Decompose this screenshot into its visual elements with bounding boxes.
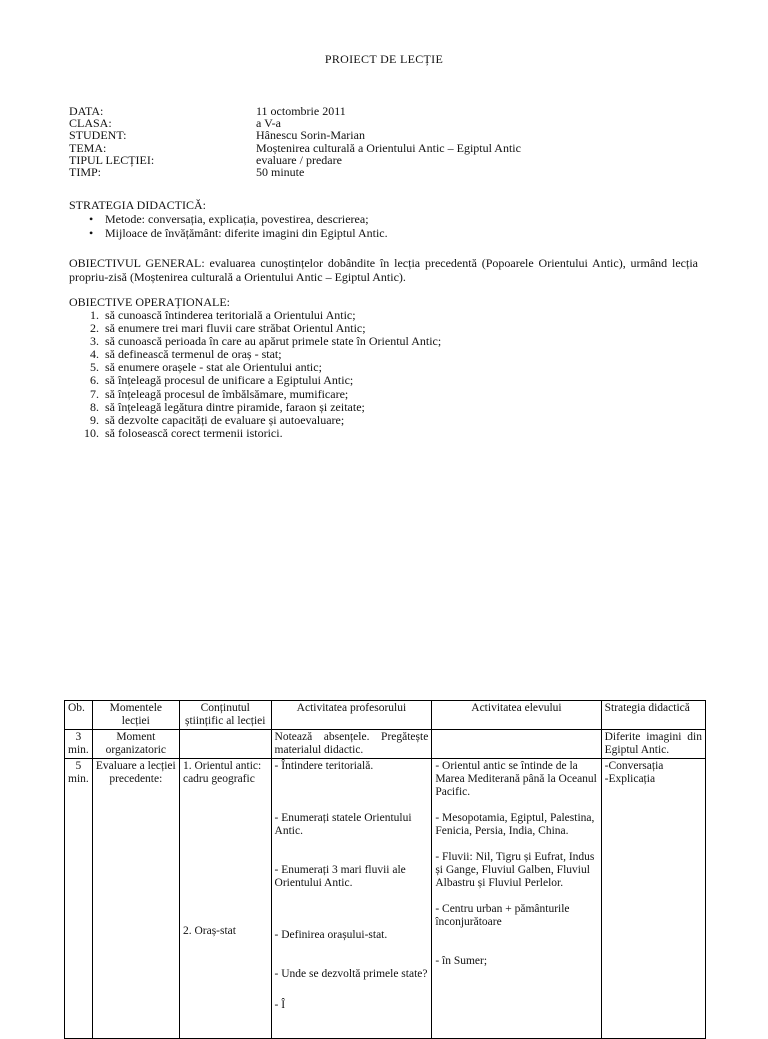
table-cell bbox=[179, 730, 271, 759]
info-value: 50 minute bbox=[256, 164, 305, 179]
list-item bbox=[69, 427, 709, 440]
table-row bbox=[65, 730, 706, 759]
item-number: 4. bbox=[90, 347, 99, 362]
spacer bbox=[435, 799, 597, 812]
list-item bbox=[69, 212, 709, 226]
spacer bbox=[435, 929, 597, 955]
content-topic: 1. Orientul antic: cadru geografic bbox=[182, 760, 262, 785]
item-number: 9. bbox=[90, 412, 99, 427]
item-text: să înțeleagă procesul de unificare a Egiptului Antic; bbox=[105, 373, 354, 388]
spacer bbox=[183, 786, 268, 925]
list-item bbox=[69, 226, 709, 240]
info-row bbox=[69, 166, 521, 178]
student-activity: - Orientul antic se întinde de la Marea Mediterană până la Oceanul Pacific. bbox=[435, 760, 597, 798]
teacher-activity: - Enumerați statele Orientului Antic. bbox=[274, 812, 412, 837]
teacher-activity: - Definirea orașului-stat. bbox=[274, 929, 388, 941]
info-label: TIMP: bbox=[69, 164, 102, 179]
info-value: Hânescu Sorin-Marian bbox=[256, 128, 365, 143]
table-cell bbox=[432, 759, 601, 1039]
student-activity: - în Sumer; bbox=[435, 955, 488, 967]
info-row bbox=[69, 129, 521, 141]
bullet-icon: • bbox=[89, 226, 94, 240]
strategy-heading: STRATEGIA DIDACTICĂ: bbox=[69, 198, 206, 212]
table-cell: Evaluare a lecției precedente: bbox=[92, 759, 179, 1039]
strategy-list bbox=[69, 212, 709, 240]
item-text: să înțeleagă legătura dintre piramide, faraon și zeitate; bbox=[105, 399, 365, 414]
objectives-list bbox=[69, 309, 709, 440]
header-cell: Strategia didactică bbox=[601, 701, 705, 730]
teacher-activity: - Întindere teritorială. bbox=[274, 760, 374, 772]
table-header-row bbox=[65, 701, 706, 730]
spacer bbox=[275, 890, 429, 929]
document-title: PROIECT DE LECȚIE bbox=[324, 52, 444, 66]
item-text: să dezvolte capacități de evaluare și autoevaluare; bbox=[105, 412, 345, 427]
info-label: TIPUL LECȚIEI: bbox=[69, 152, 155, 167]
header-cell: Activitatea profesorului bbox=[271, 701, 432, 730]
table-cell: 3 min. bbox=[65, 730, 93, 759]
item-text: să enumere trei mari fluvii care străbat Orientul Antic; bbox=[105, 321, 366, 336]
header-cell: Momentele lecției bbox=[92, 701, 179, 730]
header-cell: Ob. bbox=[65, 701, 93, 730]
spacer bbox=[275, 981, 429, 999]
info-value: a V-a bbox=[256, 116, 281, 131]
strategy-item: -Conversația bbox=[604, 760, 664, 772]
student-activity: - Mesopotamia, Egiptul, Palestina, Fenicia, Persia, India, China. bbox=[435, 812, 595, 837]
info-row bbox=[69, 142, 521, 154]
table-cell: Notează absențele. Pregătește materialul didactic. bbox=[271, 730, 432, 759]
item-text: să cunoască perioada în care au apărut primele state în Orientul Antic; bbox=[105, 334, 442, 349]
strategy-item-text: Mijloace de învățământ: diferite imagini din Egiptul Antic. bbox=[105, 226, 388, 240]
spacer bbox=[275, 773, 429, 812]
item-number: 10. bbox=[84, 425, 99, 440]
lesson-table bbox=[64, 700, 706, 1039]
header-cell: Conținutul științific al lecției bbox=[179, 701, 271, 730]
info-label: STUDENT: bbox=[69, 128, 127, 143]
general-objective: OBIECTIVUL GENERAL: evaluarea cunoștințelor dobândite în lecția precedentă (Popoarele Orientului Antic), urmând lecția propriu-zisă (Moștenirea culturală a Orientului Antic – Egiptul Antic). bbox=[69, 256, 698, 284]
operational-heading: OBIECTIVE OPERAȚIONALE: bbox=[69, 295, 230, 309]
operational-objectives bbox=[69, 295, 709, 440]
teaching-strategy bbox=[69, 198, 709, 240]
spacer bbox=[435, 890, 597, 903]
table-cell bbox=[432, 730, 601, 759]
spacer bbox=[275, 838, 429, 864]
student-activity: - Centru urban + pământurile înconjurătoare bbox=[435, 903, 570, 928]
table-cell: Moment organizatoric bbox=[92, 730, 179, 759]
item-number: 2. bbox=[90, 321, 99, 336]
header-cell: Activitatea elevului bbox=[432, 701, 601, 730]
item-text: să enumere orașele - stat ale Orientului antic; bbox=[105, 360, 322, 375]
table-cell bbox=[179, 759, 271, 1039]
item-text: să definească termenul de oraș - stat; bbox=[105, 347, 282, 362]
table-cell: 5 min. bbox=[65, 759, 93, 1039]
strategy-item: -Explicația bbox=[604, 773, 656, 785]
item-number: 7. bbox=[90, 386, 99, 401]
bullet-icon: • bbox=[89, 212, 94, 226]
spacer bbox=[435, 838, 597, 851]
info-value: Moștenirea culturală a Orientului Antic – Egiptul Antic bbox=[256, 140, 521, 155]
teacher-activity: - Enumerați 3 mari fluvii ale Orientului Antic. bbox=[274, 864, 406, 889]
item-number: 6. bbox=[90, 373, 99, 388]
item-number: 1. bbox=[90, 308, 99, 322]
info-label: DATA: bbox=[69, 104, 104, 118]
info-label: TEMA: bbox=[69, 140, 107, 155]
item-number: 8. bbox=[90, 399, 99, 414]
lesson-info bbox=[69, 105, 521, 178]
table-cell: Diferite imagini din Egiptul Antic. bbox=[601, 730, 705, 759]
item-text: să înțeleagă procesul de îmbălsămare, mumificare; bbox=[105, 386, 349, 401]
table-row bbox=[65, 759, 706, 1039]
spacer bbox=[275, 942, 429, 968]
info-label: CLASA: bbox=[69, 116, 112, 131]
table-cell bbox=[601, 759, 705, 1039]
item-text: să cunoască întinderea teritorială a Orientului Antic; bbox=[105, 308, 356, 322]
student-activity: - Fluvii: Nil, Tigru și Eufrat, Indus și Gange, Fluviul Galben, Fluviul Albastru și Fluviul Perlelor. bbox=[435, 851, 595, 889]
strategy-item-text: Metode: conversația, explicația, povestirea, descrierea; bbox=[105, 212, 369, 226]
table-cell bbox=[271, 759, 432, 1039]
info-value: evaluare / predare bbox=[256, 152, 342, 167]
item-number: 5. bbox=[90, 360, 99, 375]
info-row bbox=[69, 105, 521, 117]
item-text: să folosească corect termenii istorici. bbox=[105, 425, 283, 440]
content-topic: 2. Oraș-stat bbox=[182, 925, 236, 937]
info-value: 11 octombrie 2011 bbox=[256, 104, 346, 118]
item-number: 3. bbox=[90, 334, 99, 349]
teacher-activity: - Î bbox=[274, 999, 286, 1011]
teacher-activity: - Unde se dezvoltă primele state? bbox=[274, 968, 428, 980]
